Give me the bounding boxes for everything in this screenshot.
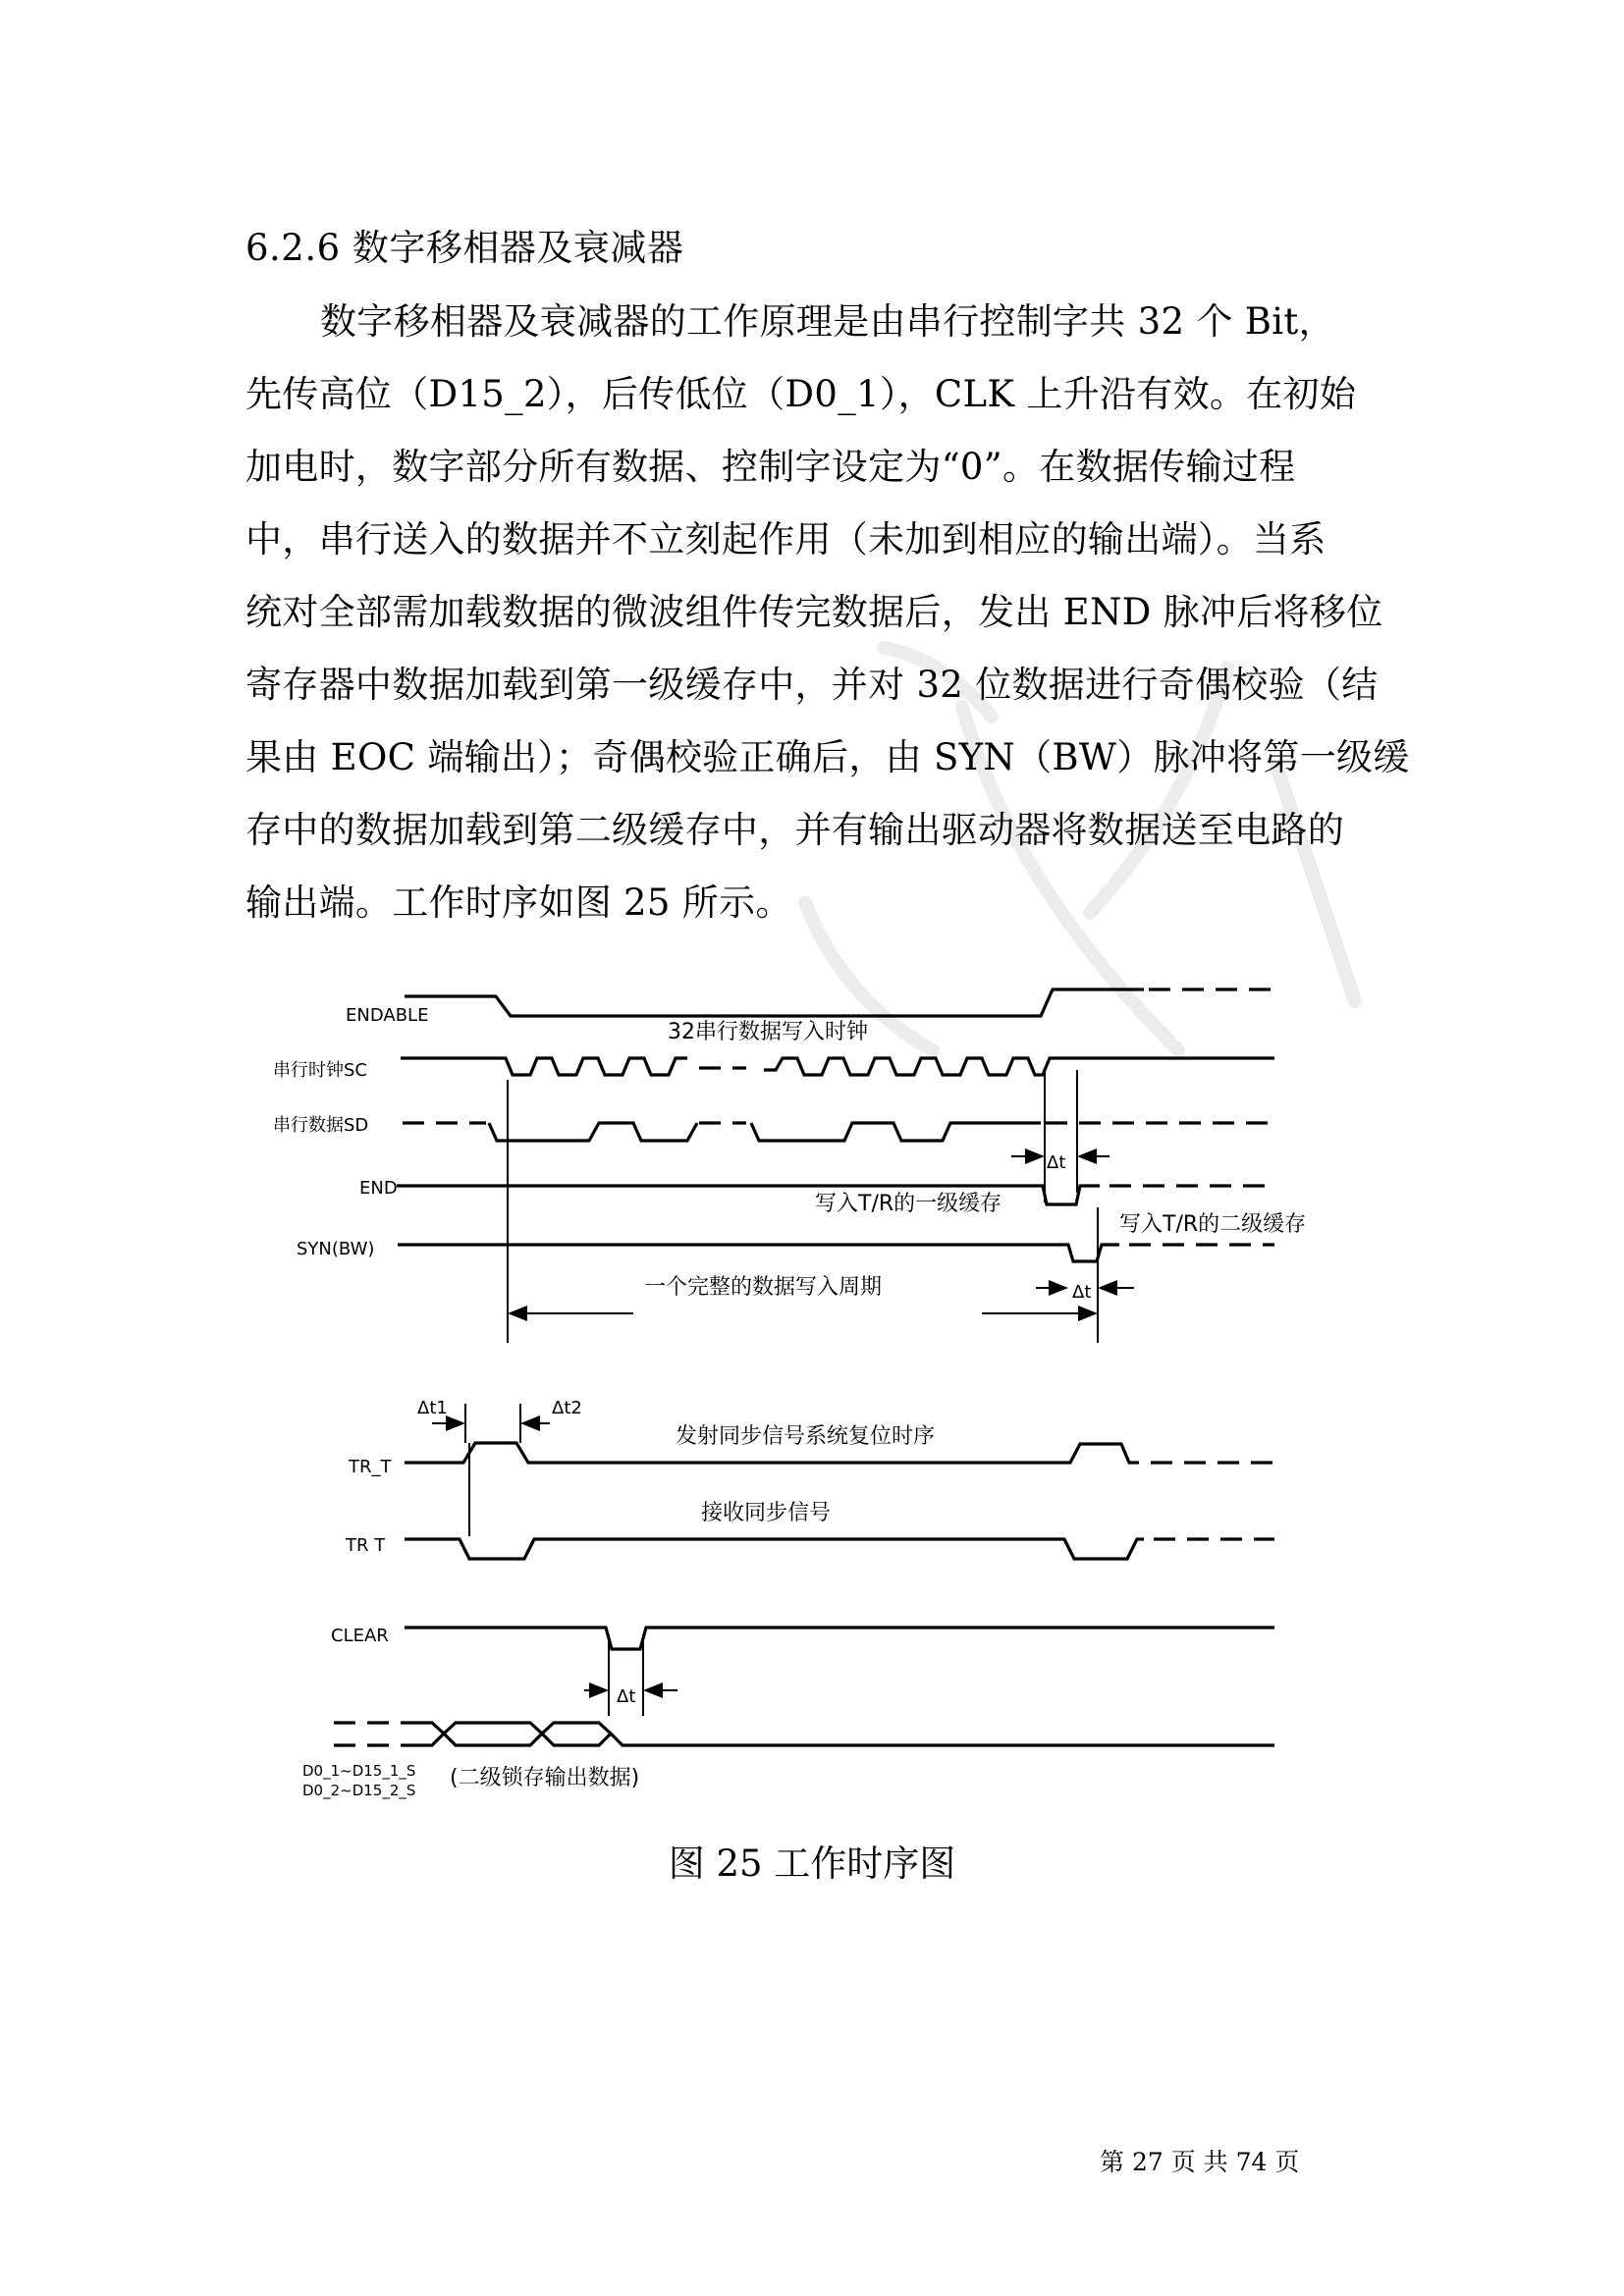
signal-label-sc: 串行时钟SC [273, 1060, 367, 1081]
syn-waveform [398, 1245, 1119, 1261]
sc-waveform-a [401, 1058, 687, 1075]
paragraph-line: 中，串行送入的数据并不立刻起作用（未加到相应的输出端）。当系 [245, 518, 1326, 561]
sd-waveform-a [489, 1123, 697, 1141]
figure-caption: 图 25 工作时序图 [668, 1842, 956, 1885]
paragraph-line: 统对全部需加载数据的微波组件传完数据后，发出 END 脉冲后将移位 [245, 591, 1383, 633]
paragraph-line: 果由 EOC 端输出）；奇偶校验正确后，由 SYN（BW）脉冲将第一级缓 [245, 736, 1410, 778]
delta-t-clear: Δt [617, 1686, 636, 1707]
signal-label-data2: D0_2~D15_2_S [302, 1782, 416, 1799]
annotation-write2: 写入T/R的二级缓存 [1119, 1212, 1307, 1237]
annotation-clock32: 32串行数据写入时钟 [668, 1020, 868, 1044]
signal-label-tr-t1: TR_T [349, 1457, 392, 1477]
tr-t2-waveform [405, 1539, 1144, 1559]
signal-label-tr-t2: TR T [346, 1535, 386, 1556]
annotation-cycle: 一个完整的数据写入周期 [644, 1275, 883, 1300]
paragraph-line: 数字移相器及衰减器的工作原理是由串行控制字共 32 个 Bit， [320, 300, 1335, 343]
paragraph-line: 寄存器中数据加载到第一级缓存中，并对 32 位数据进行奇偶校验（结 [245, 664, 1379, 706]
annotation-latch-out: (二级锁存输出数据) [450, 1766, 640, 1790]
annotation-tx-sync: 发射同步信号系统复位时序 [676, 1424, 936, 1449]
delta-t2-label: Δt2 [552, 1398, 582, 1418]
delta-t1-label: Δt1 [417, 1398, 448, 1418]
signal-label-data1: D0_1~D15_1_S [302, 1762, 416, 1780]
paragraph-line: 输出端。工作时序如图 25 所示。 [245, 881, 792, 924]
signal-label-sd: 串行数据SD [273, 1115, 369, 1136]
paragraph-line: 加电时，数字部分所有数据、控制字设定为“0”。在数据传输过程 [245, 446, 1296, 488]
annotation-rx-sync: 接收同步信号 [701, 1501, 832, 1525]
paragraph-line: 存中的数据加载到第二级缓存中，并有输出驱动器将数据送至电路的 [245, 809, 1344, 851]
signal-label-end: END [359, 1178, 398, 1199]
endable-waveform [405, 989, 1144, 1016]
sd-waveform-b [751, 1123, 1041, 1141]
delta-t-syn: Δt [1072, 1282, 1092, 1303]
section-heading: 6.2.6 数字移相器及衰减器 [245, 227, 684, 269]
sc-waveform-b [764, 1058, 1274, 1075]
bus-waveform [412, 1723, 1274, 1745]
page-footer: 第 27 页 共 74 页 [1100, 2148, 1300, 2176]
delta-t-end: Δt [1047, 1152, 1066, 1173]
signal-label-endable: ENDABLE [346, 1005, 429, 1026]
annotation-write1: 写入T/R的一级缓存 [815, 1192, 1002, 1216]
signal-label-clear: CLEAR [331, 1626, 389, 1646]
paragraph-line: 先传高位（D15_2），后传低位（D0_1），CLK 上升沿有效。在初始 [245, 373, 1357, 415]
clear-waveform [405, 1628, 1274, 1649]
signal-label-syn: SYN(BW) [297, 1239, 375, 1259]
